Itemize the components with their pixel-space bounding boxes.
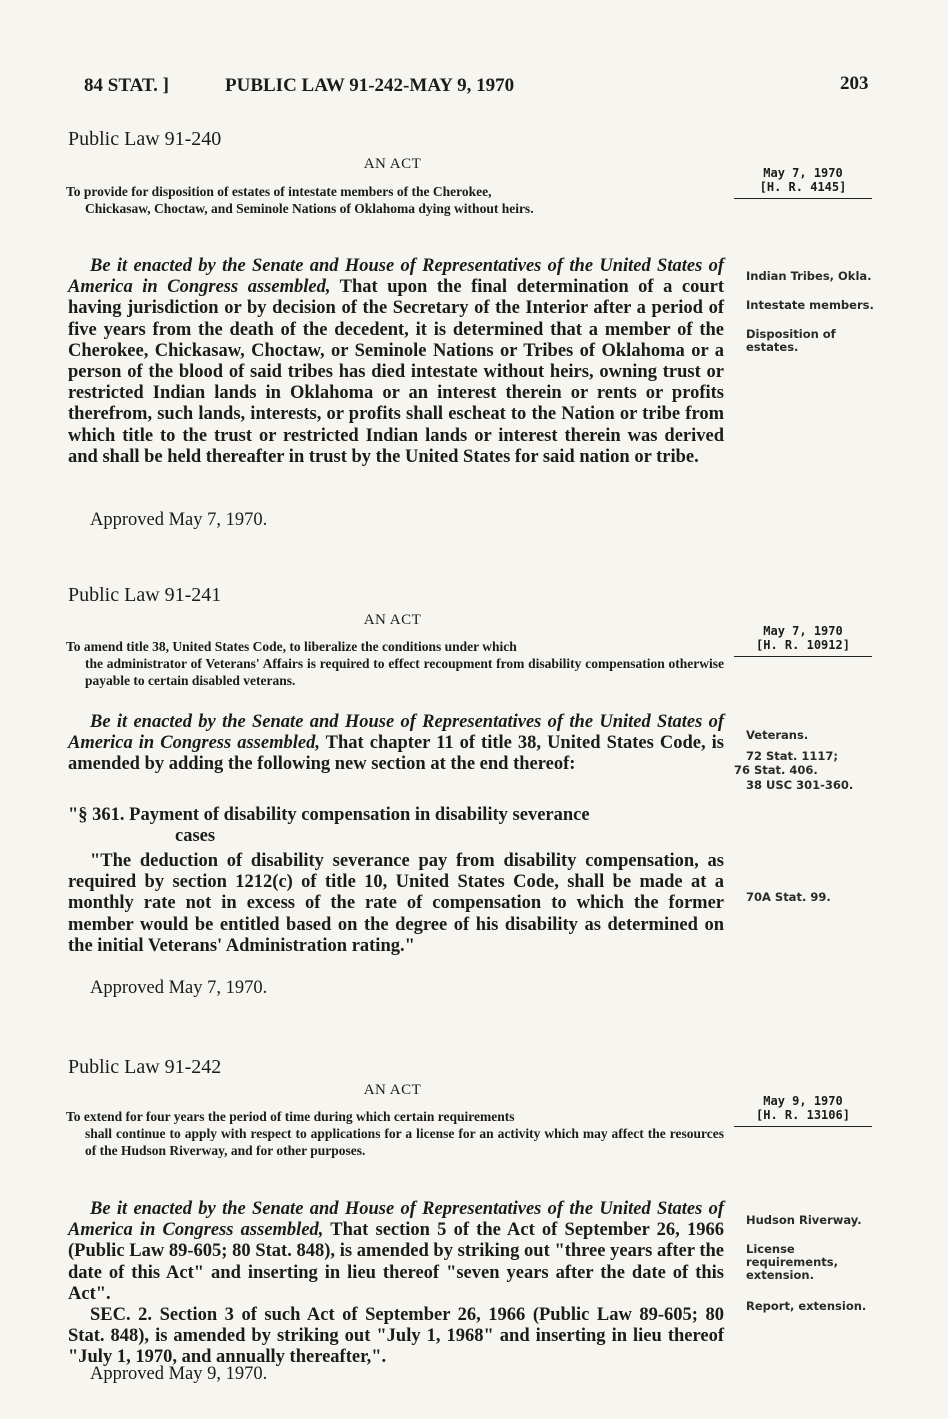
margin-note: 72 Stat. 1117;	[746, 749, 839, 763]
enactment-date: May 7, 1970	[763, 166, 843, 180]
enactment-date-box	[734, 166, 872, 199]
margin-note: Disposition of estates.	[746, 327, 836, 354]
purpose-continuation: the administrator of Veterans' Affairs is required to effect recoupment from disability compensation otherwise payable to certain disabled veterans.	[85, 656, 724, 688]
an-act-heading: AN ACT	[363, 612, 422, 628]
bill-number: [H. R. 10912]	[756, 638, 850, 652]
running-title: PUBLIC LAW 91-242-MAY 9, 1970	[225, 75, 515, 96]
approval-date: Approved May 7, 1970.	[90, 978, 268, 998]
act-purpose	[68, 183, 724, 217]
section-text	[68, 851, 724, 957]
law-title-91-242: Public Law 91-242	[68, 1056, 222, 1078]
law-body	[68, 256, 724, 468]
margin-note: Report, extension.	[746, 1299, 867, 1313]
enacting-clause: Be it enacted by the Senate and House of Representatives of the United States of America in Congress assembled,	[68, 256, 724, 298]
volume-reference: 84 STAT. ]	[84, 75, 169, 96]
section-2-text: SEC. 2. Section 3 of such Act of September 26, 1966 (Public Law 89-605; 80 Stat. 848), is amended by striking out "July 1, 1968" and inserting in lieu thereof "July 1, 1970, and annually thereafter,".	[68, 1305, 724, 1368]
approval-date: Approved May 9, 1970.	[90, 1364, 268, 1384]
date-rule	[734, 198, 872, 199]
margin-note: 76 Stat. 406.	[734, 763, 818, 777]
margin-note: 70A Stat. 99.	[746, 890, 831, 904]
margin-note: 38 USC 301-360.	[746, 778, 854, 792]
law-body	[68, 712, 724, 776]
date-rule	[734, 656, 872, 657]
bill-number: [H. R. 13106]	[756, 1108, 850, 1122]
section-heading-rest: cases	[175, 826, 216, 846]
section-heading	[68, 805, 724, 847]
enactment-date: May 9, 1970	[763, 1094, 843, 1108]
law-title-91-240: Public Law 91-240	[68, 128, 222, 150]
act-purpose	[68, 638, 724, 689]
bill-number: [H. R. 4145]	[759, 180, 847, 194]
date-rule	[734, 1126, 872, 1127]
enacting-clause: Be it enacted by the Senate and House of Representatives of the United States of America in Congress assembled,	[68, 712, 724, 754]
body-text: That chapter 11 of title 38, United States Code, is amended by adding the following new section at the end thereof:	[68, 733, 724, 775]
body-text: That upon the final determination of a court having jurisdiction or by decision of the Secretary of the Interior after a period of five years from the death of the decedent, it is determined that a member of the Cherokee, Chickasaw, Choctaw, or Seminole Nations or Tribes of Oklahoma or a person of the blood of said tribes has died intestate without heirs, owning trust or restricted Indian lands in Oklahoma or an interest therein or rents or profits therefrom, such lands, interests, or profits shall escheat to the Nation or tribe from which title to the trust or restricted Indian lands or interest therein was derived and shall be held thereafter in trust by the United States for said nation or tribe.	[68, 277, 724, 467]
purpose-first-line: To extend for four years the period of time during which certain requirements	[66, 1109, 515, 1124]
margin-note: Indian Tribes, Okla.	[746, 269, 872, 283]
body-text: That section 5 of the Act of September 26, 1966 (Public Law 89-605; 80 Stat. 848), is amended by striking out "three years after the date of this Act" and inserting in lieu thereof "seven years after the date of this Act".	[68, 1220, 724, 1304]
margin-note: License requirements, extension.	[746, 1242, 838, 1282]
purpose-continuation: shall continue to apply with respect to applications for a license for an activity which may affect the resources of the Hudson Riverway, and for other purposes.	[85, 1126, 724, 1158]
page-number: 203	[840, 73, 869, 94]
enacting-clause: Be it enacted by the Senate and House of Representatives of the United States of America in Congress assembled,	[68, 1199, 724, 1241]
an-act-heading: AN ACT	[363, 1082, 422, 1098]
law-body	[68, 1199, 724, 1369]
law-title-91-241: Public Law 91-241	[68, 584, 222, 606]
purpose-first-line: To provide for disposition of estates of intestate members of the Cherokee,	[66, 184, 492, 199]
margin-note: Hudson Riverway.	[746, 1213, 862, 1227]
enactment-date: May 7, 1970	[763, 624, 843, 638]
section-heading-first: "§ 361. Payment of disability compensation in disability severance	[68, 805, 590, 825]
purpose-first-line: To amend title 38, United States Code, to liberalize the conditions under which	[66, 639, 517, 654]
purpose-continuation: Chickasaw, Choctaw, and Seminole Nations of Oklahoma dying without heirs.	[85, 201, 534, 216]
enactment-date-box	[734, 624, 872, 657]
enactment-date-box	[734, 1094, 872, 1127]
section-body: "The deduction of disability severance pay from disability compensation, as required by section 1212(c) of title 10, United States Code, shall be made at a monthly rate not in excess of the rate of compensation to which the former member would be entitled based on the degree of his disability as determined on the initial Veterans' Administration rating."	[68, 851, 724, 956]
margin-note: Intestate members.	[746, 298, 874, 312]
act-purpose	[68, 1108, 724, 1159]
an-act-heading: AN ACT	[363, 156, 422, 172]
margin-note: Veterans.	[746, 728, 809, 742]
approval-date: Approved May 7, 1970.	[90, 510, 268, 530]
